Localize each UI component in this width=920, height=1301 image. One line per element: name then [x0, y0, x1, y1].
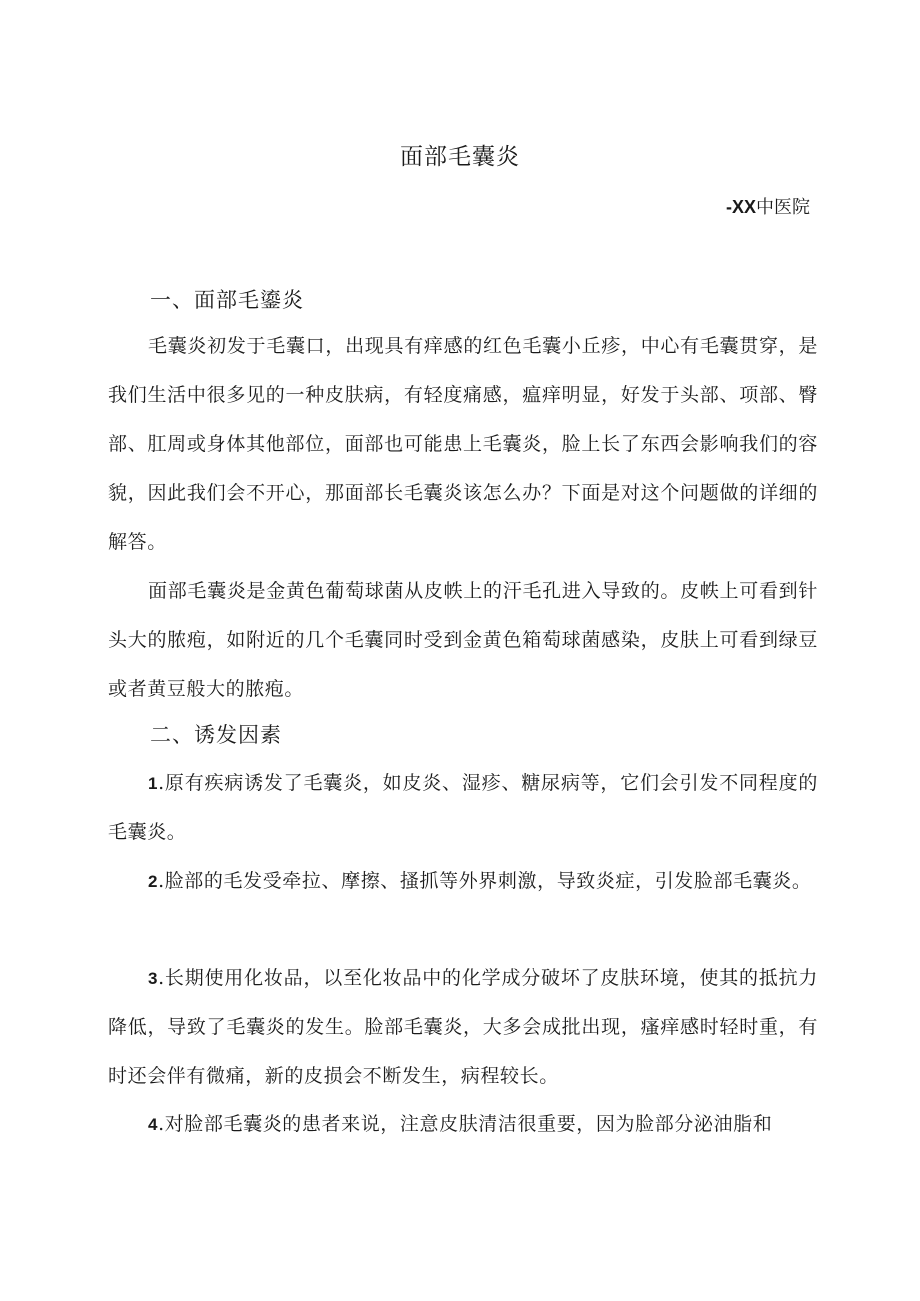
list-item-text: .原有疾病诱发了毛囊炎，如皮炎、湿疹、糖尿病等，它们会引发不同程度的毛囊炎。 [108, 772, 818, 843]
list-item-number: 1 [148, 774, 159, 793]
list-item-3 [108, 954, 818, 1101]
list-item-number: 2 [148, 872, 159, 891]
list-item-text: .对脸部毛囊炎的患者来说，注意皮肤清洁很重要，因为脸部分泌油脂和 [158, 1113, 773, 1135]
author-name: 中医院 [756, 197, 810, 218]
section-1-paragraph-2: 面部毛囊炎是金黄色葡萄球菌从皮帙上的汗毛孔进入导致的。皮帙上可看到针头大的脓疱，如附近的几个毛囊同时受到金黄色箱萄球菌感染，皮肤上可看到绿豆或者黄豆般大的脓疱。 [108, 580, 818, 700]
document-title: 面部毛囊炎 [400, 144, 520, 170]
list-item-text: .长期使用化妆品，以至化妆品中的化学成分破坏了皮肤环境，使其的抵抗力降低，导致了毛囊炎的发生。脸部毛囊炎，大多会成批出现，瘙痒感时轻时重，有时还会伴有微痛，新的皮损会不断发生，病程较长。 [108, 967, 818, 1087]
list-item-number: 4 [148, 1115, 159, 1134]
section-heading-1: 一、面部毛鎏炎 [150, 288, 304, 312]
list-item-4 [108, 1100, 818, 1149]
list-item-number: 3 [148, 969, 159, 988]
author-prefix: -XX [725, 197, 756, 217]
section-heading-2: 二、诱发因素 [150, 723, 282, 747]
list-item-1 [108, 759, 818, 857]
list-item-text: .脸部的毛发受牵拉、摩擦、搔抓等外界刺激，导致炎症，引发脸部毛囊炎。 [158, 870, 812, 892]
author-line [726, 194, 810, 221]
section-1-paragraph-1: 毛囊炎初发于毛囊口，出现具有痒感的红色毛囊小丘疹，中心有毛囊贯穿，是我们生活中很多见的一种皮肤病，有轻度痛感，瘟痒明显，好发于头部、项部、臀部、肛周或身体其他部位，面部也可能患上毛囊炎，脸上长了东西会影响我们的容貌，因此我们会不开心，那面部长毛囊炎该怎么办？下面是对这个问题做的详细的解答。 [108, 335, 818, 553]
list-item-2 [108, 857, 818, 906]
